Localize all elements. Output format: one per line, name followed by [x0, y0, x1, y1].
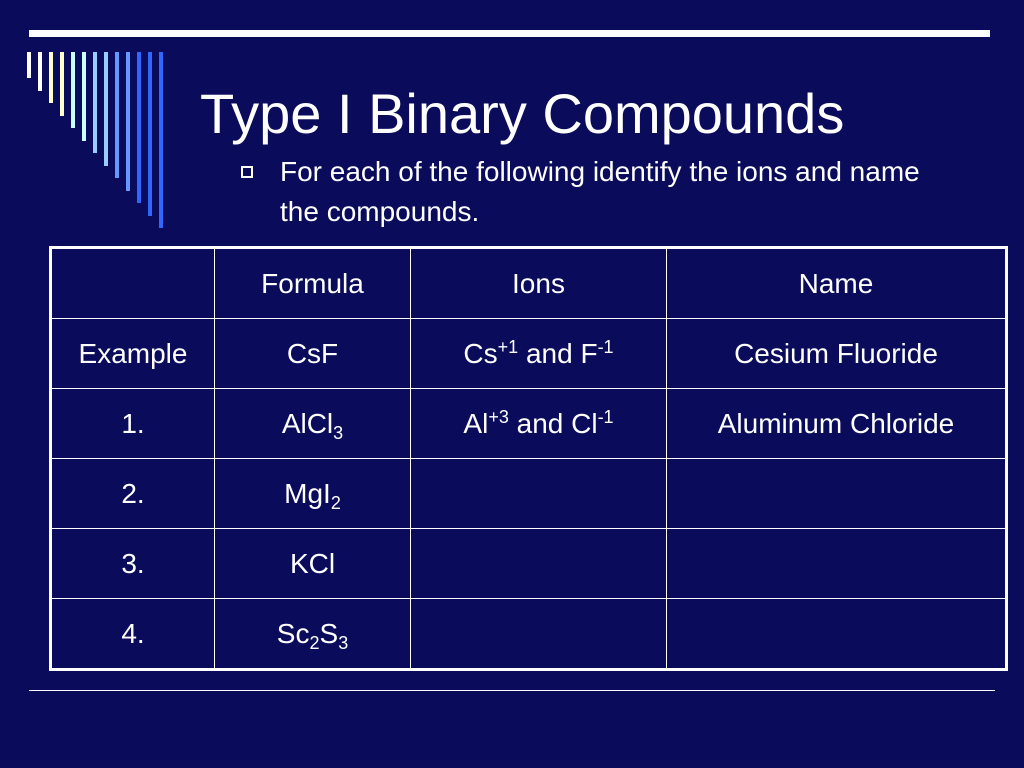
top-rule [29, 30, 990, 37]
formula-cell: MgI$_2$ [215, 459, 411, 529]
name-cell: Cesium Fluoride [667, 319, 1007, 389]
ions-cell: $Al^{+3}$ and $Cl^{-1}$ [411, 389, 667, 459]
row-label: Example [51, 319, 215, 389]
row-label: 1. [51, 389, 215, 459]
ions-cell [411, 529, 667, 599]
decorative-bar [38, 52, 42, 91]
decorative-bar [126, 52, 130, 191]
row-label: 2. [51, 459, 215, 529]
decorative-bar [82, 52, 86, 141]
formula-cell: CsF [215, 319, 411, 389]
table-header-row [51, 248, 1007, 319]
decorative-bar [148, 52, 152, 216]
decorative-bar [115, 52, 119, 178]
name-cell [667, 599, 1007, 670]
bullet-text: For each of the following identify the ions and name the compounds. [280, 156, 920, 227]
ions-cell: $Cs^{+1}$ and $F^{-1}$ [411, 319, 667, 389]
formula-cell: $Sc_2S_3$ [215, 599, 411, 670]
header-formula: Formula [215, 248, 411, 319]
row-label: 4. [51, 599, 215, 670]
formula-cell: AlCl$_3$ [215, 389, 411, 459]
name-cell [667, 459, 1007, 529]
table-row [51, 319, 1007, 389]
decorative-bar [71, 52, 75, 128]
bottom-rule [29, 690, 995, 691]
decorative-bar [104, 52, 108, 166]
slide-title: Type I Binary Compounds [200, 82, 845, 145]
compounds-table [49, 246, 1008, 671]
table-row [51, 599, 1007, 670]
table-row [51, 529, 1007, 599]
header-name: Name [667, 248, 1007, 319]
decorative-bar [137, 52, 141, 203]
row-label: 3. [51, 529, 215, 599]
name-cell: Aluminum Chloride [667, 389, 1007, 459]
decorative-bar [159, 52, 163, 228]
decorative-bar [49, 52, 53, 103]
ions-cell [411, 459, 667, 529]
table-row [51, 459, 1007, 529]
formula-cell: KCl [215, 529, 411, 599]
header-ions: Ions [411, 248, 667, 319]
square-bullet-icon [241, 166, 253, 178]
decorative-bar [60, 52, 64, 116]
header-blank [51, 248, 215, 319]
name-cell [667, 529, 1007, 599]
decorative-bar [27, 52, 31, 78]
ions-cell [411, 599, 667, 670]
decorative-bar [93, 52, 97, 153]
table-row [51, 389, 1007, 459]
